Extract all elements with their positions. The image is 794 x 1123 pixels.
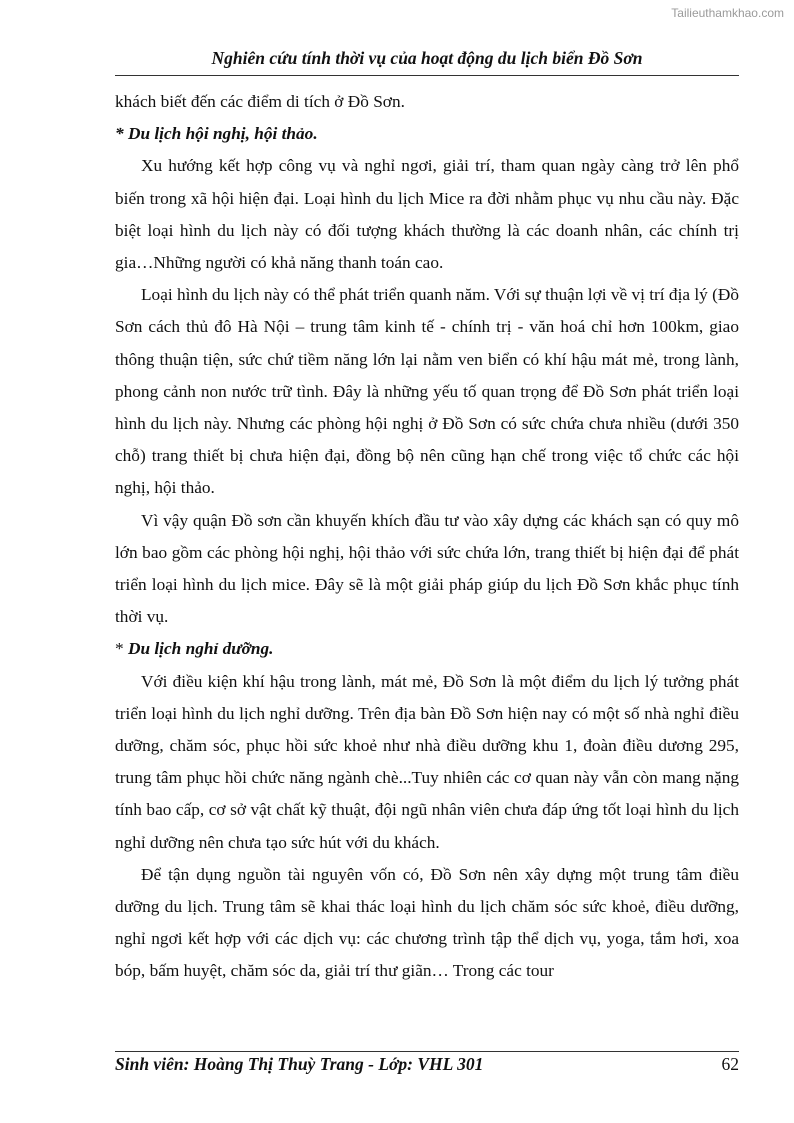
page-number: 62 xyxy=(721,1054,739,1074)
footer-author: Sinh viên: Hoàng Thị Thuỳ Trang - Lớp: VHL 301 xyxy=(115,1054,484,1074)
paragraph: Xu hướng kết hợp công vụ và nghỉ ngơi, giải trí, tham quan ngày càng trở lên phổ biến trong xã hội hiện đại. Loại hình du lịch Mice ra đời nhằm phục vụ nhu cầu này. Đặc biệt loại hình du lịch này có đối tượng khách thường là các doanh nhân, các chính trị gia…Những người có khả năng thanh toán cao. xyxy=(115,156,739,273)
paragraph: Với điều kiện khí hậu trong lành, mát mẻ, Đồ Sơn là một điểm du lịch lý tưởng phát triển loại hình du lịch nghỉ dưỡng. Trên địa bàn Đồ Sơn hiện nay có một số nhà nghỉ điều dưỡng, chăm sóc, phục hồi sức khoẻ như nhà điều dưỡng khu 1, đoàn điều dương 295, trung tâm phục hồi chức năng ngành chè...Tuy nhiên các cơ quan này vẫn còn mang nặng tính bao cấp, cơ sở vật chất kỹ thuật, đội ngũ nhân viên chưa đáp ứng tốt loại hình du lịch nghỉ dưỡng nên chưa tạo sức hút với du khách. xyxy=(115,671,739,852)
paragraph: Vì vậy quận Đồ sơn cần khuyến khích đầu tư vào xây dựng các khách sạn có quy mô lớn bao gồm các phòng hội nghị, hội thảo với sức chứa lớn, trang thiết bị hiện đại để phát triển loại hình du lịch mice. Đây sẽ là một giải pháp giúp du lịch Đồ Sơn khắc phục tính thời vụ. xyxy=(115,510,739,627)
page-header-title: Nghiên cứu tính thời vụ của hoạt động du lịch biển Đồ Sơn xyxy=(211,48,643,68)
header-divider xyxy=(115,75,739,76)
paragraph: Loại hình du lịch này có thể phát triển quanh năm. Với sự thuận lợi về vị trí địa lý (Đồ Sơn cách thủ đô Hà Nội – trung tâm kinh tế - chính trị - văn hoá chỉ hơn 100km, giao thông thuận tiện, sức chứ tiềm năng lớn lại nằm ven biển có khí hậu mát mẻ, trong lành, phong cảnh non nước trữ tình. Đây là những yếu tố quan trọng để Đồ Sơn phát triển loại hình du lịch này. Nhưng các phòng hội nghị ở Đồ Sơn có sức chứa chưa nhiều (dưới 350 chỗ) trang thiết bị chưa hiện đại, đồng bộ nên cũng hạn chế trong việc tổ chức các hội nghị, hội thảo. xyxy=(115,285,739,498)
document-body xyxy=(115,86,739,988)
heading-text: Du lịch nghỉ dưỡng. xyxy=(127,639,274,659)
section-heading-mice: * Du lịch hội nghị, hội thảo. xyxy=(115,124,318,144)
paragraph-continuation: khách biết đến các điểm di tích ở Đồ Sơn. xyxy=(115,92,405,111)
watermark: Tailieuthamkhao.com xyxy=(671,6,784,20)
page-footer xyxy=(115,1054,739,1075)
heading-bullet: * xyxy=(115,639,128,659)
section-heading-resort xyxy=(115,633,739,665)
footer-divider xyxy=(115,1051,739,1052)
paragraph: Để tận dụng nguồn tài nguyên vốn có, Đồ Sơn nên xây dựng một trung tâm điều dưỡng du lịch. Trung tâm sẽ khai thác loại hình du lịch chăm sóc sức khoẻ, điều dưỡng, nghỉ ngơi kết hợp với các dịch vụ: các chương trình tập thể dịch vụ, yoga, tắm hơi, xoa bóp, bấm huyệt, chăm sóc da, giải trí thư giãn… Trong các tour xyxy=(115,864,739,981)
